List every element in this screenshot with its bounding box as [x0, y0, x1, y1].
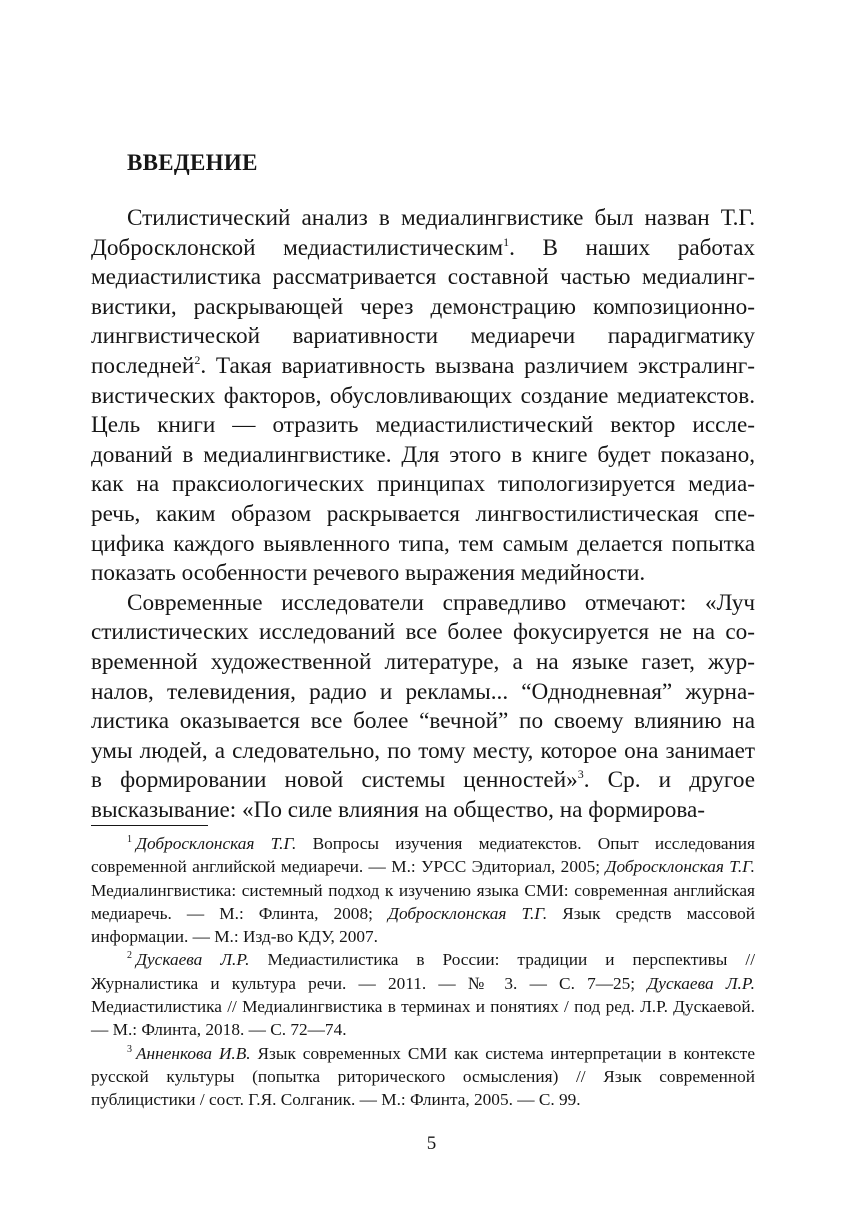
- paragraph-1: [91, 204, 755, 589]
- footnote-1-text-3: Язык средств массовой информации. — М.: Изд-во КДУ, 2007.: [91, 903, 755, 947]
- footnote-3: [91, 1042, 755, 1112]
- paragraph-1-text-b: . В наших работах медиастилистика рассматривается составной частью медиалингвистики, раскрывающей через демонстрацию композиционно-лингвистической вариативности медиаречи парадигматику последней: [91, 234, 755, 379]
- footnote-2-author-2: Дускаева Л.Р.: [647, 973, 755, 993]
- chapter-heading: ВВЕДЕНИЕ: [127, 150, 258, 175]
- footnote-1-author-1: Добросклонская Т.Г.: [136, 834, 297, 853]
- paragraph-2: [91, 589, 755, 826]
- footnote-1-author-3: Добросклонская Т.Г.: [387, 903, 548, 923]
- footnotes: [91, 832, 755, 1112]
- paragraph-1-text-c: . Такая вариативность вызвана различием экстралингвистических факторов, обусловливающих создание медиатекстов. Цель книги — отразить медиастилистический вектор исследований в медиалингвистике. Для этого в книге будет показано, как на праксиологических принципах типологизируется медиаречь, каким образом раскрывается лингвостилистическая специфика каждого выявленного типа, тем самым делается попытка показать особенности речевого выражения медийности.: [91, 352, 755, 587]
- footnote-2-text-2: Медиастилистика // Медиалингвистика в терминах и понятиях / под ред. Л.Р. Дускаевой. — М.: Флинта, 2018. — С. 72—74.: [91, 997, 755, 1040]
- footnote-1-text-1: Вопросы изучения медиатекстов. Опыт исследования современной английской медиаречи. — М.: УРСС Эдиториал, 2005;: [91, 834, 756, 877]
- footnote-3-author-1: Анненкова И.В.: [136, 1043, 251, 1063]
- footnote-2-text-1: Медиастилистика в России: традиции и перспективы // Журналистика и культура речи. — 2011. — № 3. — С. 7—25;: [91, 950, 755, 993]
- footnote-ref-1: 1: [503, 234, 510, 249]
- footnote-2-author-1: Дускаева Л.Р.: [136, 950, 250, 970]
- page-number: 5: [426, 1133, 437, 1154]
- paragraph-2-text-b: . Ср. и другое высказывание: «По силе влияния на общество, на формирова-: [91, 767, 756, 823]
- footnote-2-mark: 2: [127, 950, 132, 962]
- footnote-separator: [91, 825, 208, 826]
- footnote-2: [91, 948, 755, 1041]
- main-text: [91, 204, 755, 825]
- footnote-3-mark: 3: [127, 1043, 132, 1055]
- footnote-1-author-2: Добросклонская Т.Г.: [605, 857, 755, 877]
- footnote-1-mark: 1: [127, 834, 132, 845]
- footnote-3-text-1: Язык современных СМИ как система интерпретации в контексте русской культуры (попытка риторического осмысления) // Язык современной публицистики / сост. Г.Я. Солганик. — М.: Флинта, 2005. — С. 99.: [91, 1043, 755, 1110]
- paragraph-1-text-a: Стилистический анализ в медиалингвистике был назван Т.Г. Добросклонской медиастилистическим: [91, 205, 755, 261]
- footnote-1: [91, 832, 755, 948]
- footnote-ref-3: 3: [577, 767, 584, 782]
- footnote-ref-2: 2: [194, 352, 201, 367]
- paragraph-2-text-a: Современные исследователи справедливо отмечают: «Луч стилистических исследований все более фокусируется не на современной художественной литературе, а на языке газет, журналов, телевидения, радио и рекламы... “Однодневная” журналистика оказывается все более “вечной” по своему влиянию на умы людей, а следовательно, по тому месту, которое она занимает в формировании новой системы ценностей»: [91, 589, 755, 794]
- footnote-1-text-2: Медиалингвистика: системный подход к изучению языка СМИ: современная английская медиаречь. — М.: Флинта, 2008;: [91, 880, 755, 923]
